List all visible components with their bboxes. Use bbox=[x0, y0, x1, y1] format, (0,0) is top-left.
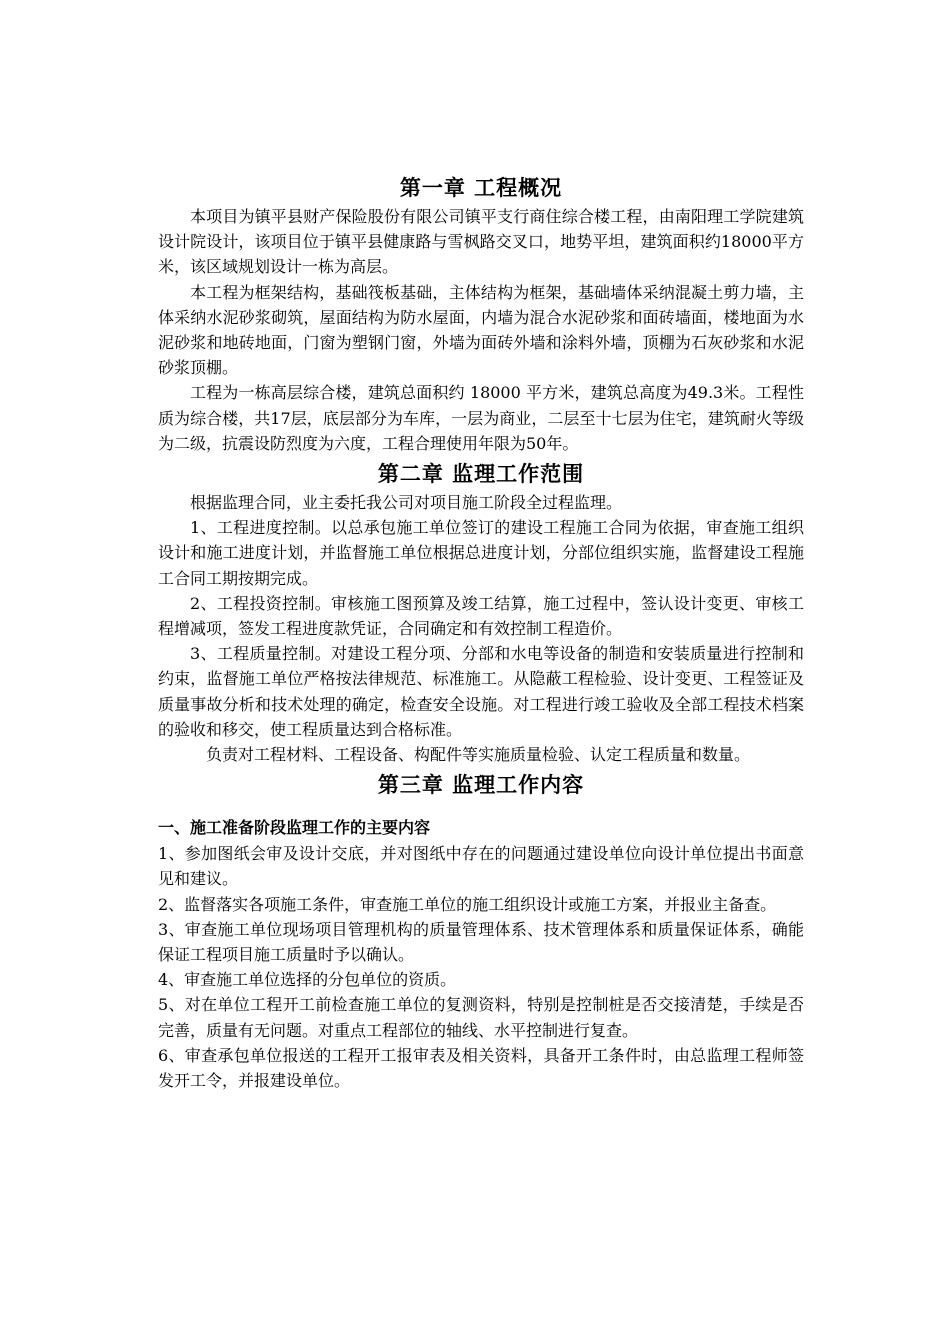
chapter-2-item-investment-control: 2、工程投资控制。审核施工图预算及竣工结算，施工过程中，签认设计变更、审核工程增减项，签发工程进度款凭证，合同确定和有效控制工程造价。 bbox=[158, 593, 804, 639]
chapter-2-paragraph-intro: 根据监理合同，业主委托我公司对项目施工阶段全过程监理。 bbox=[190, 493, 623, 513]
chapter-2-paragraph-materials: 负责对工程材料、工程设备、构配件等实施质量检验、认定工程质量和数量。 bbox=[206, 745, 751, 765]
list-item: 2、监督落实各项施工条件，审查施工单位的施工组织设计或施工方案，并报业主备查。 bbox=[158, 894, 777, 914]
chapter-3-section-1-heading: 一、施工准备阶段监理工作的主要内容 bbox=[158, 818, 431, 838]
chapter-2-title: 第二章 监理工作范围 bbox=[377, 462, 585, 487]
chapter-2-item-quality-control: 3、工程质量控制。对建设工程分项、分部和水电等设备的制造和安装质量进行控制和约束，监督施工单位严格按法律规范、标准施工。从隐蔽工程检验、设计变更、工程签证及质量事故分析和技术处理的确定，检查安全设施。对工程进行竣工验收及全部工程技术档案的验收和移交，使工程质量达到合格标准。 bbox=[158, 644, 804, 739]
document-page bbox=[158, 168, 804, 1093]
list-item: 1、参加图纸会审及设计交底，并对图纸中存在的问题通过建设单位向设计单位提出书面意见和建议。 bbox=[158, 844, 804, 889]
list-item: 3、审查施工单位现场项目管理机构的质量管理体系、技术管理体系和质量保证体系，确能保证工程项目施工质量时予以确认。 bbox=[158, 919, 804, 965]
chapter-1-paragraph-3: 工程为一栋高层综合楼，建筑总面积约 18000 平方米，建筑总高度为49.3米。工程性质为综合楼，共17层，底层部分为车库，一层为商业，二层至十七层为住宅，建筑耐火等级为二级，抗震设防烈度为六度，工程合理使用年限为50年。 bbox=[158, 383, 804, 453]
chapter-3-title: 第三章 监理工作内容 bbox=[377, 773, 585, 798]
chapter-1-paragraph-1: 本项目为镇平县财产保险股份有限公司镇平支行商住综合楼工程，由南阳理工学院建筑设计院设计，该项目位于镇平县健康路与雪枫路交叉口，地势平坦，建筑面积约18000平方米，该区域规划设计一栋为高层。 bbox=[158, 207, 804, 277]
list-item: 5、对在单位工程开工前检查施工单位的复测资料，特别是控制桩是否交接清楚，手续是否完善，质量有无问题。对重点工程部位的轴线、水平控制进行复查。 bbox=[158, 995, 804, 1040]
chapter-1-paragraph-2: 本工程为框架结构，基础筏板基础，主体结构为框架，基础墙体采纳混凝土剪力墙，主体采纳水泥砂浆砌筑，屋面结构为防水屋面，内墙为混合水泥砂浆和面砖墙面，楼地面为水泥砂浆和地砖地面，门窗为塑钢门窗，外墙为面砖外墙和涂料外墙，顶棚为石灰砂浆和水泥砂浆顶棚。 bbox=[158, 282, 804, 378]
list-item: 6、审查承包单位报送的工程开工报审表及相关资料，具备开工条件时，由总监理工程师签发开工令，并报建设单位。 bbox=[158, 1045, 804, 1091]
chapter-2-item-progress-control: 1、工程进度控制。以总承包施工单位签订的建设工程施工合同为依据，审查施工组织设计和施工进度计划，并监督施工单位根据总进度计划，分部位组织实施，监督建设工程施工合同工期按期完成。 bbox=[158, 518, 804, 588]
chapter-1-title: 第一章 工程概况 bbox=[399, 176, 563, 200]
list-item: 4、审查施工单位选择的分包单位的资质。 bbox=[158, 970, 457, 990]
